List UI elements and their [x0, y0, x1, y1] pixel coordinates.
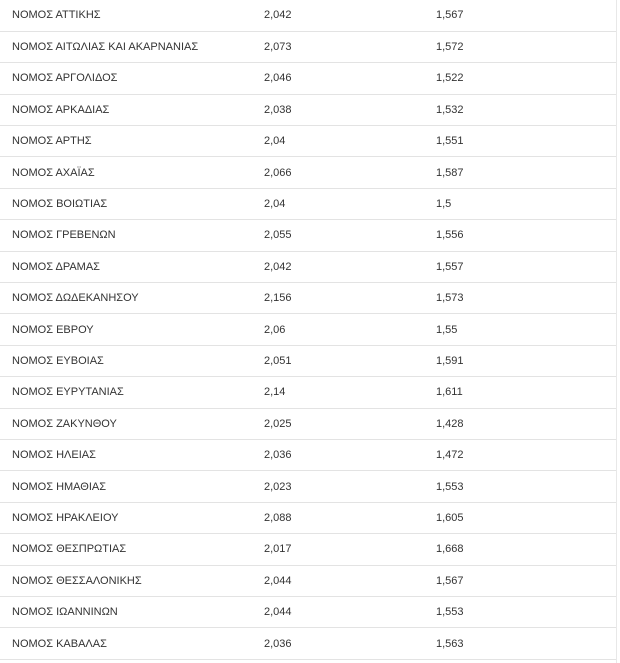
value1-cell: 2,04: [253, 188, 425, 219]
table-row: [0, 251, 616, 282]
value2-cell: 1,556: [425, 220, 616, 251]
table-right-border: [616, 0, 617, 663]
value1-cell: 2,066: [253, 157, 425, 188]
prefecture-name-cell: ΝΟΜΟΣ ΑΡΤΗΣ: [0, 126, 253, 157]
prefecture-name-cell: ΝΟΜΟΣ ΖΑΚΥΝΘΟΥ: [0, 408, 253, 439]
value2-cell: 1,55: [425, 314, 616, 345]
value2-cell: 1,532: [425, 94, 616, 125]
value1-cell: 2,14: [253, 377, 425, 408]
value2-cell: 1,5: [425, 188, 616, 219]
value2-cell: 1,572: [425, 31, 616, 62]
table-row: [0, 345, 616, 376]
value1-cell: 2,036: [253, 439, 425, 470]
prefecture-name-cell: ΝΟΜΟΣ ΒΟΙΩΤΙΑΣ: [0, 188, 253, 219]
value1-cell: 2,038: [253, 94, 425, 125]
prefecture-name-cell: ΝΟΜΟΣ ΙΩΑΝΝΙΝΩΝ: [0, 596, 253, 627]
value1-cell: 2,023: [253, 471, 425, 502]
table-row: [0, 314, 616, 345]
table-row: [0, 565, 616, 596]
table-row: [0, 534, 616, 565]
prefecture-name-cell: ΝΟΜΟΣ ΕΥΒΟΙΑΣ: [0, 345, 253, 376]
value1-cell: 2,06: [253, 314, 425, 345]
table-row: [0, 596, 616, 627]
value2-cell: 1,563: [425, 628, 616, 659]
prefecture-name-cell: ΝΟΜΟΣ ΚΑΒΑΛΑΣ: [0, 628, 253, 659]
prefecture-name-cell: ΝΟΜΟΣ ΓΡΕΒΕΝΩΝ: [0, 220, 253, 251]
value2-cell: 1,522: [425, 63, 616, 94]
table-row: [0, 471, 616, 502]
table-row: [0, 283, 616, 314]
value1-cell: 2,017: [253, 534, 425, 565]
table-row: [0, 63, 616, 94]
table-row: [0, 628, 616, 659]
value1-cell: 2,055: [253, 220, 425, 251]
value1-cell: 2,044: [253, 565, 425, 596]
value2-cell: 1,567: [425, 565, 616, 596]
value2-cell: 1,668: [425, 534, 616, 565]
value1-cell: 2,046: [253, 63, 425, 94]
value1-cell: 2,025: [253, 408, 425, 439]
table-row: [0, 94, 616, 125]
value2-cell: 1,611: [425, 377, 616, 408]
table-row: [0, 408, 616, 439]
table-row: [0, 31, 616, 62]
value2-cell: 1,472: [425, 439, 616, 470]
prefecture-name-cell: ΝΟΜΟΣ ΗΜΑΘΙΑΣ: [0, 471, 253, 502]
value2-cell: 1,587: [425, 157, 616, 188]
prefecture-name-cell: ΝΟΜΟΣ ΑΙΤΩΛΙΑΣ ΚΑΙ ΑΚΑΡΝΑΝΙΑΣ: [0, 31, 253, 62]
value2-cell: 1,553: [425, 596, 616, 627]
value1-cell: 2,04: [253, 126, 425, 157]
value2-cell: 1,551: [425, 126, 616, 157]
table-row: [0, 439, 616, 470]
value2-cell: 1,428: [425, 408, 616, 439]
table-row: [0, 377, 616, 408]
table-row: [0, 157, 616, 188]
prefecture-name-cell: ΝΟΜΟΣ ΑΧΑΪΑΣ: [0, 157, 253, 188]
value2-cell: 1,567: [425, 0, 616, 31]
value1-cell: 2,042: [253, 251, 425, 282]
prefecture-name-cell: ΝΟΜΟΣ ΔΩΔΕΚΑΝΗΣΟΥ: [0, 283, 253, 314]
prefecture-name-cell: ΝΟΜΟΣ ΗΛΕΙΑΣ: [0, 439, 253, 470]
prefecture-name-cell: ΝΟΜΟΣ ΕΥΡΥΤΑΝΙΑΣ: [0, 377, 253, 408]
prefecture-name-cell: ΝΟΜΟΣ ΕΒΡΟΥ: [0, 314, 253, 345]
value2-cell: 1,573: [425, 283, 616, 314]
value1-cell: 2,044: [253, 596, 425, 627]
value1-cell: 2,051: [253, 345, 425, 376]
value1-cell: 2,073: [253, 31, 425, 62]
prefecture-name-cell: ΝΟΜΟΣ ΑΤΤΙΚΗΣ: [0, 0, 253, 31]
prefecture-name-cell: ΝΟΜΟΣ ΘΕΣΠΡΩΤΙΑΣ: [0, 534, 253, 565]
table-row: [0, 502, 616, 533]
value1-cell: 2,042: [253, 0, 425, 31]
prefecture-name-cell: ΝΟΜΟΣ ΑΡΚΑΔΙΑΣ: [0, 94, 253, 125]
table-row: [0, 0, 616, 31]
value1-cell: 2,036: [253, 628, 425, 659]
prefecture-name-cell: ΝΟΜΟΣ ΘΕΣΣΑΛΟΝΙΚΗΣ: [0, 565, 253, 596]
table-row: [0, 220, 616, 251]
prefecture-name-cell: ΝΟΜΟΣ ΑΡΓΟΛΙΔΟΣ: [0, 63, 253, 94]
table-row: [0, 126, 616, 157]
value2-cell: 1,553: [425, 471, 616, 502]
prefecture-name-cell: ΝΟΜΟΣ ΔΡΑΜΑΣ: [0, 251, 253, 282]
prefecture-name-cell: ΝΟΜΟΣ ΗΡΑΚΛΕΙΟΥ: [0, 502, 253, 533]
table-row: [0, 188, 616, 219]
value2-cell: 1,557: [425, 251, 616, 282]
value1-cell: 2,156: [253, 283, 425, 314]
value2-cell: 1,605: [425, 502, 616, 533]
value2-cell: 1,591: [425, 345, 616, 376]
value1-cell: 2,088: [253, 502, 425, 533]
